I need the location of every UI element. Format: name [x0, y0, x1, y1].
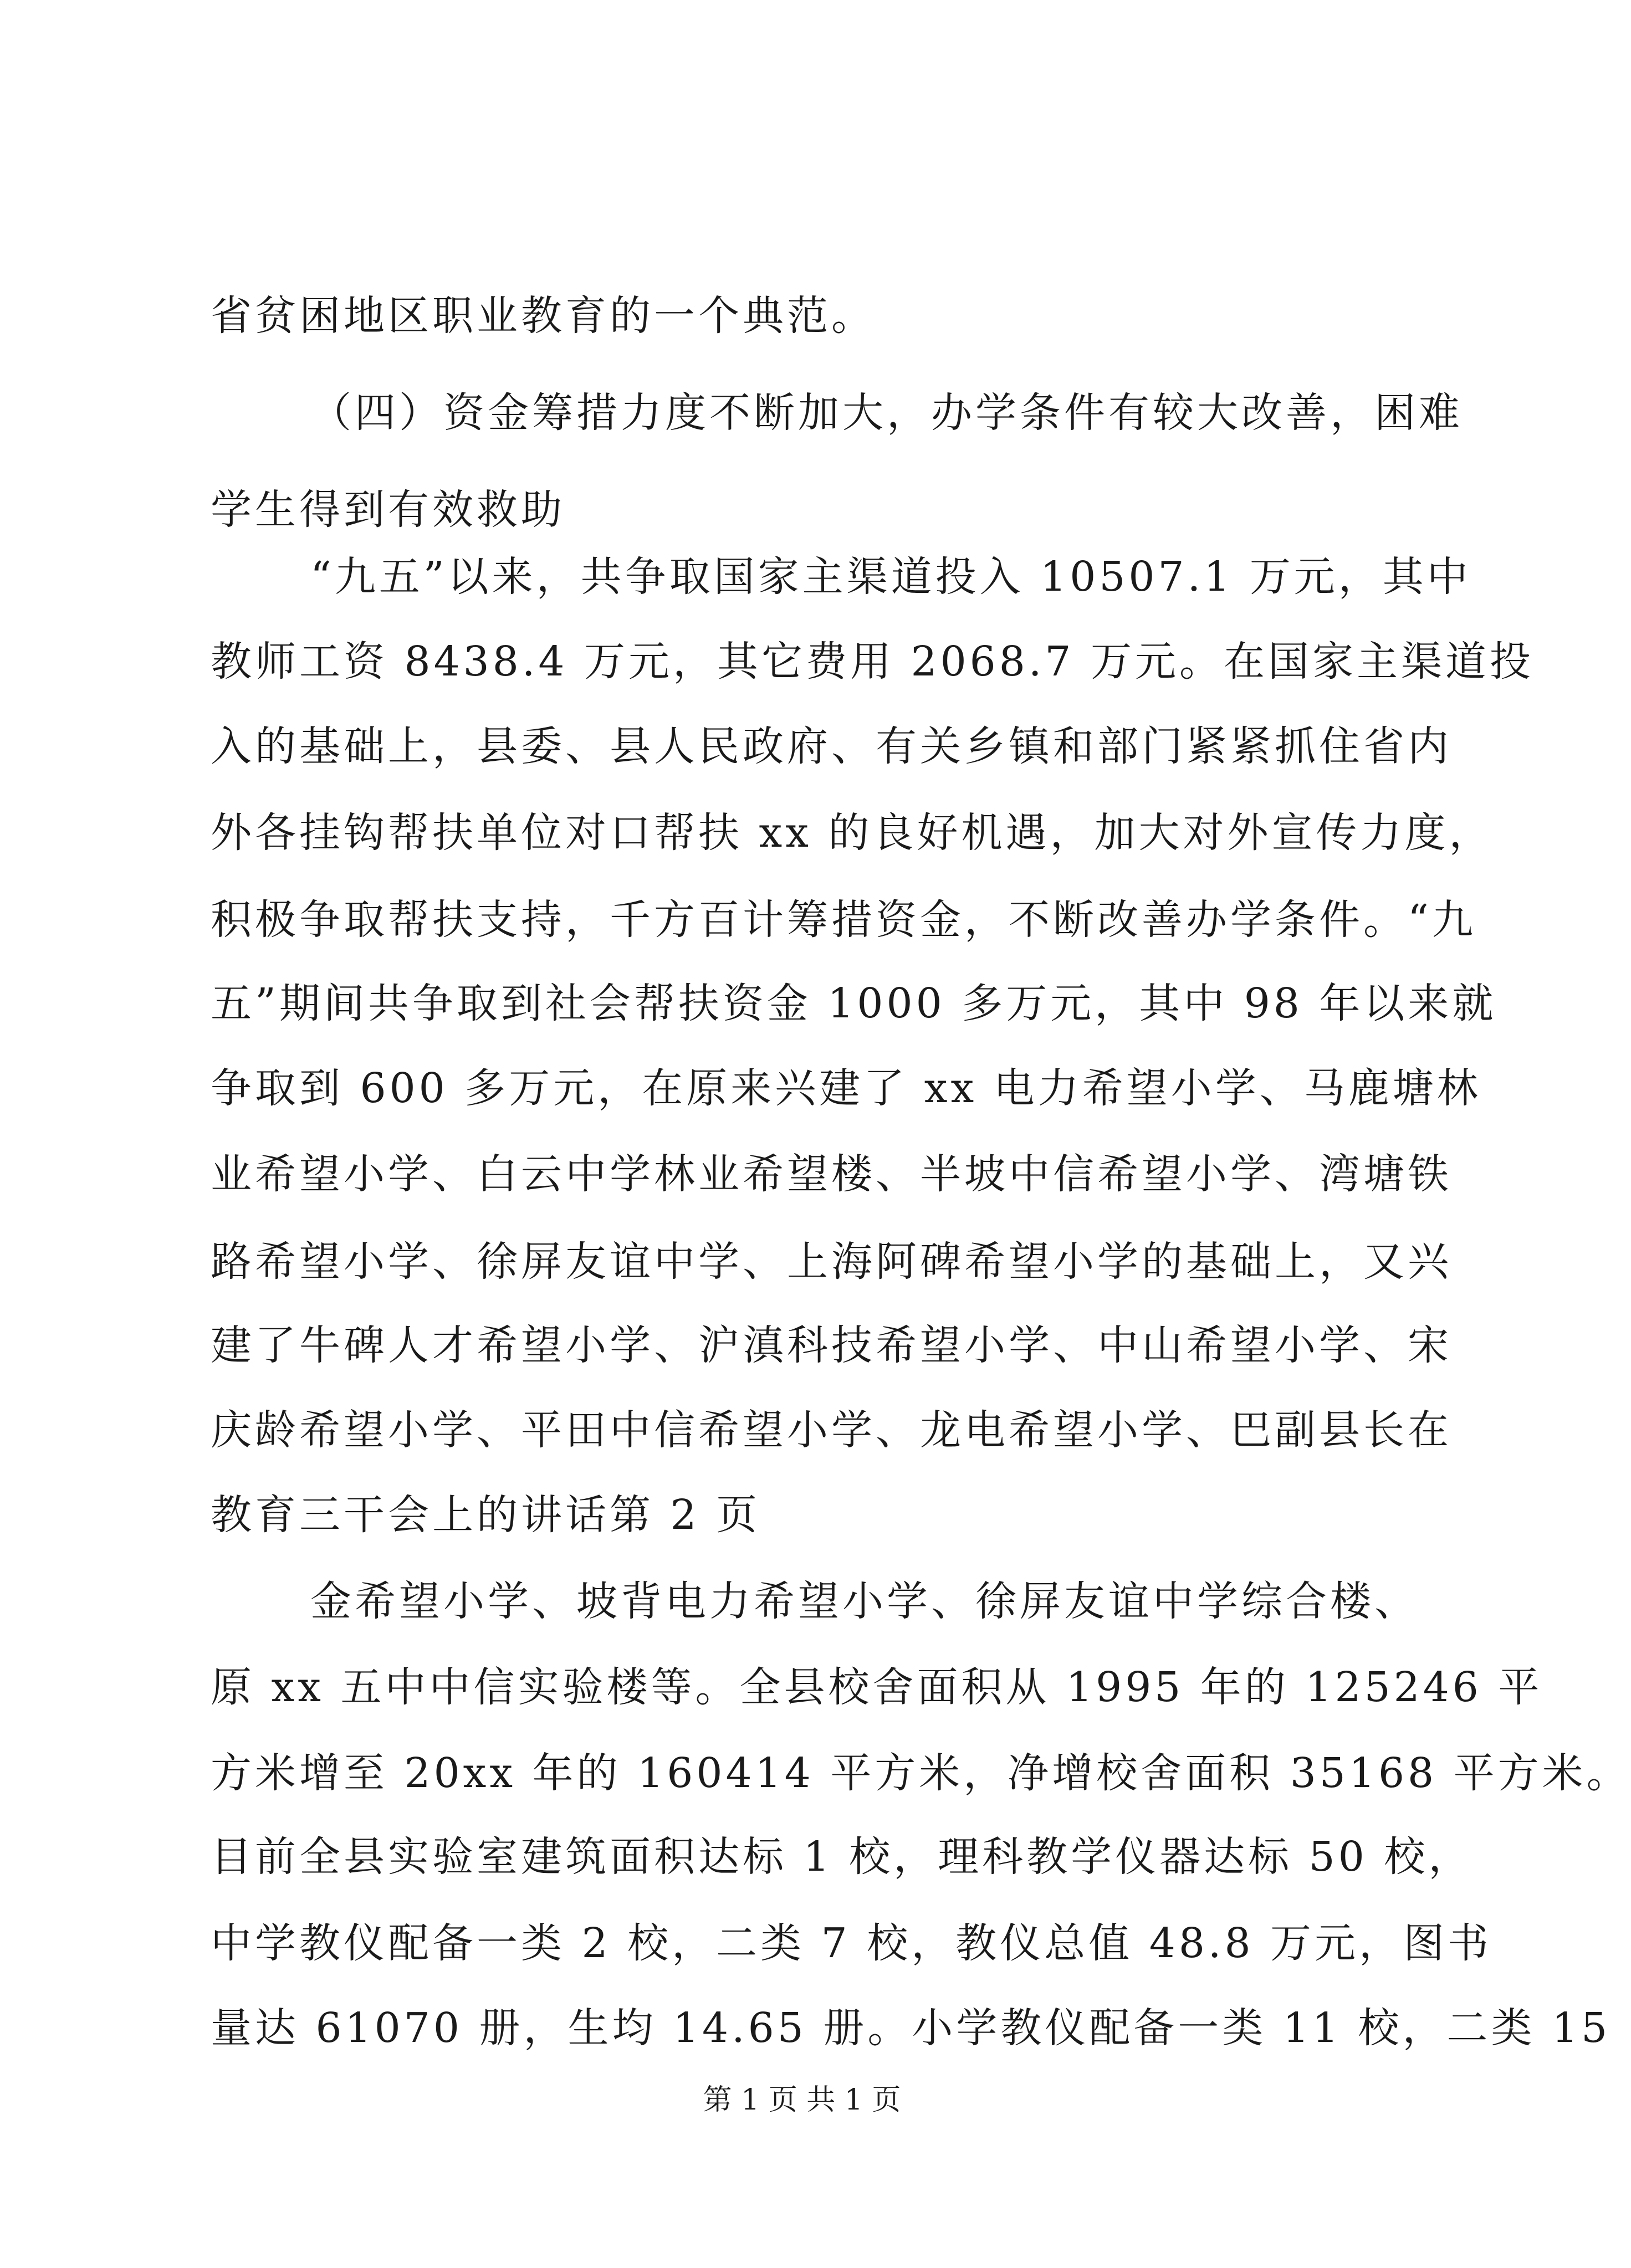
section-heading-line: 学生得到有效救助: [211, 486, 565, 534]
text-line: 庆龄希望小学、平田中信希望小学、龙电希望小学、巴副县长在: [211, 1406, 1452, 1454]
text-line: 中学教仪配备一类 2 校，二类 7 校，教仪总值 48.8 万元，图书: [211, 1919, 1492, 1967]
text-line: 业希望小学、白云中学林业希望楼、半坡中信希望小学、湾塘铁: [211, 1150, 1452, 1198]
text-line: 省贫困地区职业教育的一个典范。: [211, 292, 876, 340]
text-line: 路希望小学、徐屏友谊中学、上海阿碑希望小学的基础上，又兴: [211, 1238, 1452, 1286]
text-line: 入的基础上，县委、县人民政府、有关乡镇和部门紧紧抓住省内: [211, 723, 1452, 770]
page-number-footer: 第 1 页 共 1 页: [703, 2083, 901, 2117]
text-line: 量达 61070 册，生均 14.65 册。小学教仪配备一类 11 校，二类 15: [211, 2004, 1611, 2052]
section-heading-line: （四）资金筹措力度不断加大，办学条件有较大改善，困难: [310, 389, 1463, 437]
text-line: 五”期间共争取到社会帮扶资金 1000 多万元，其中 98 年以来就: [211, 980, 1497, 1027]
text-line: 目前全县实验室建筑面积达标 1 校，理科教学仪器达标 50 校，: [211, 1833, 1473, 1881]
text-line: 争取到 600 多万元，在原来兴建了 xx 电力希望小学、马鹿塘林: [211, 1064, 1481, 1112]
text-line: 原 xx 五中中信实验楼等。全县校舍面积从 1995 年的 125246 平: [211, 1663, 1543, 1711]
text-line: 积极争取帮扶支持，千方百计筹措资金，不断改善办学条件。“九: [211, 896, 1476, 944]
text-line: 教育三干会上的讲话第 2 页: [211, 1491, 761, 1539]
text-line: 金希望小学、坡背电力希望小学、徐屏友谊中学综合楼、: [310, 1578, 1419, 1625]
text-line: 外各挂钩帮扶单位对口帮扶 xx 的良好机遇，加大对外宣传力度，: [211, 809, 1494, 857]
text-line: 教师工资 8438.4 万元，其它费用 2068.7 万元。在国家主渠道投: [211, 638, 1534, 685]
text-line: 方米增至 20xx 年的 160414 平方米，净增校舍面积 35168 平方米。: [211, 1749, 1631, 1797]
text-line: 建了牛碑人才希望小学、沪滇科技希望小学、中山希望小学、宋: [211, 1322, 1452, 1369]
text-line: “九五”以来，共争取国家主渠道投入 10507.1 万元，其中: [310, 553, 1471, 601]
